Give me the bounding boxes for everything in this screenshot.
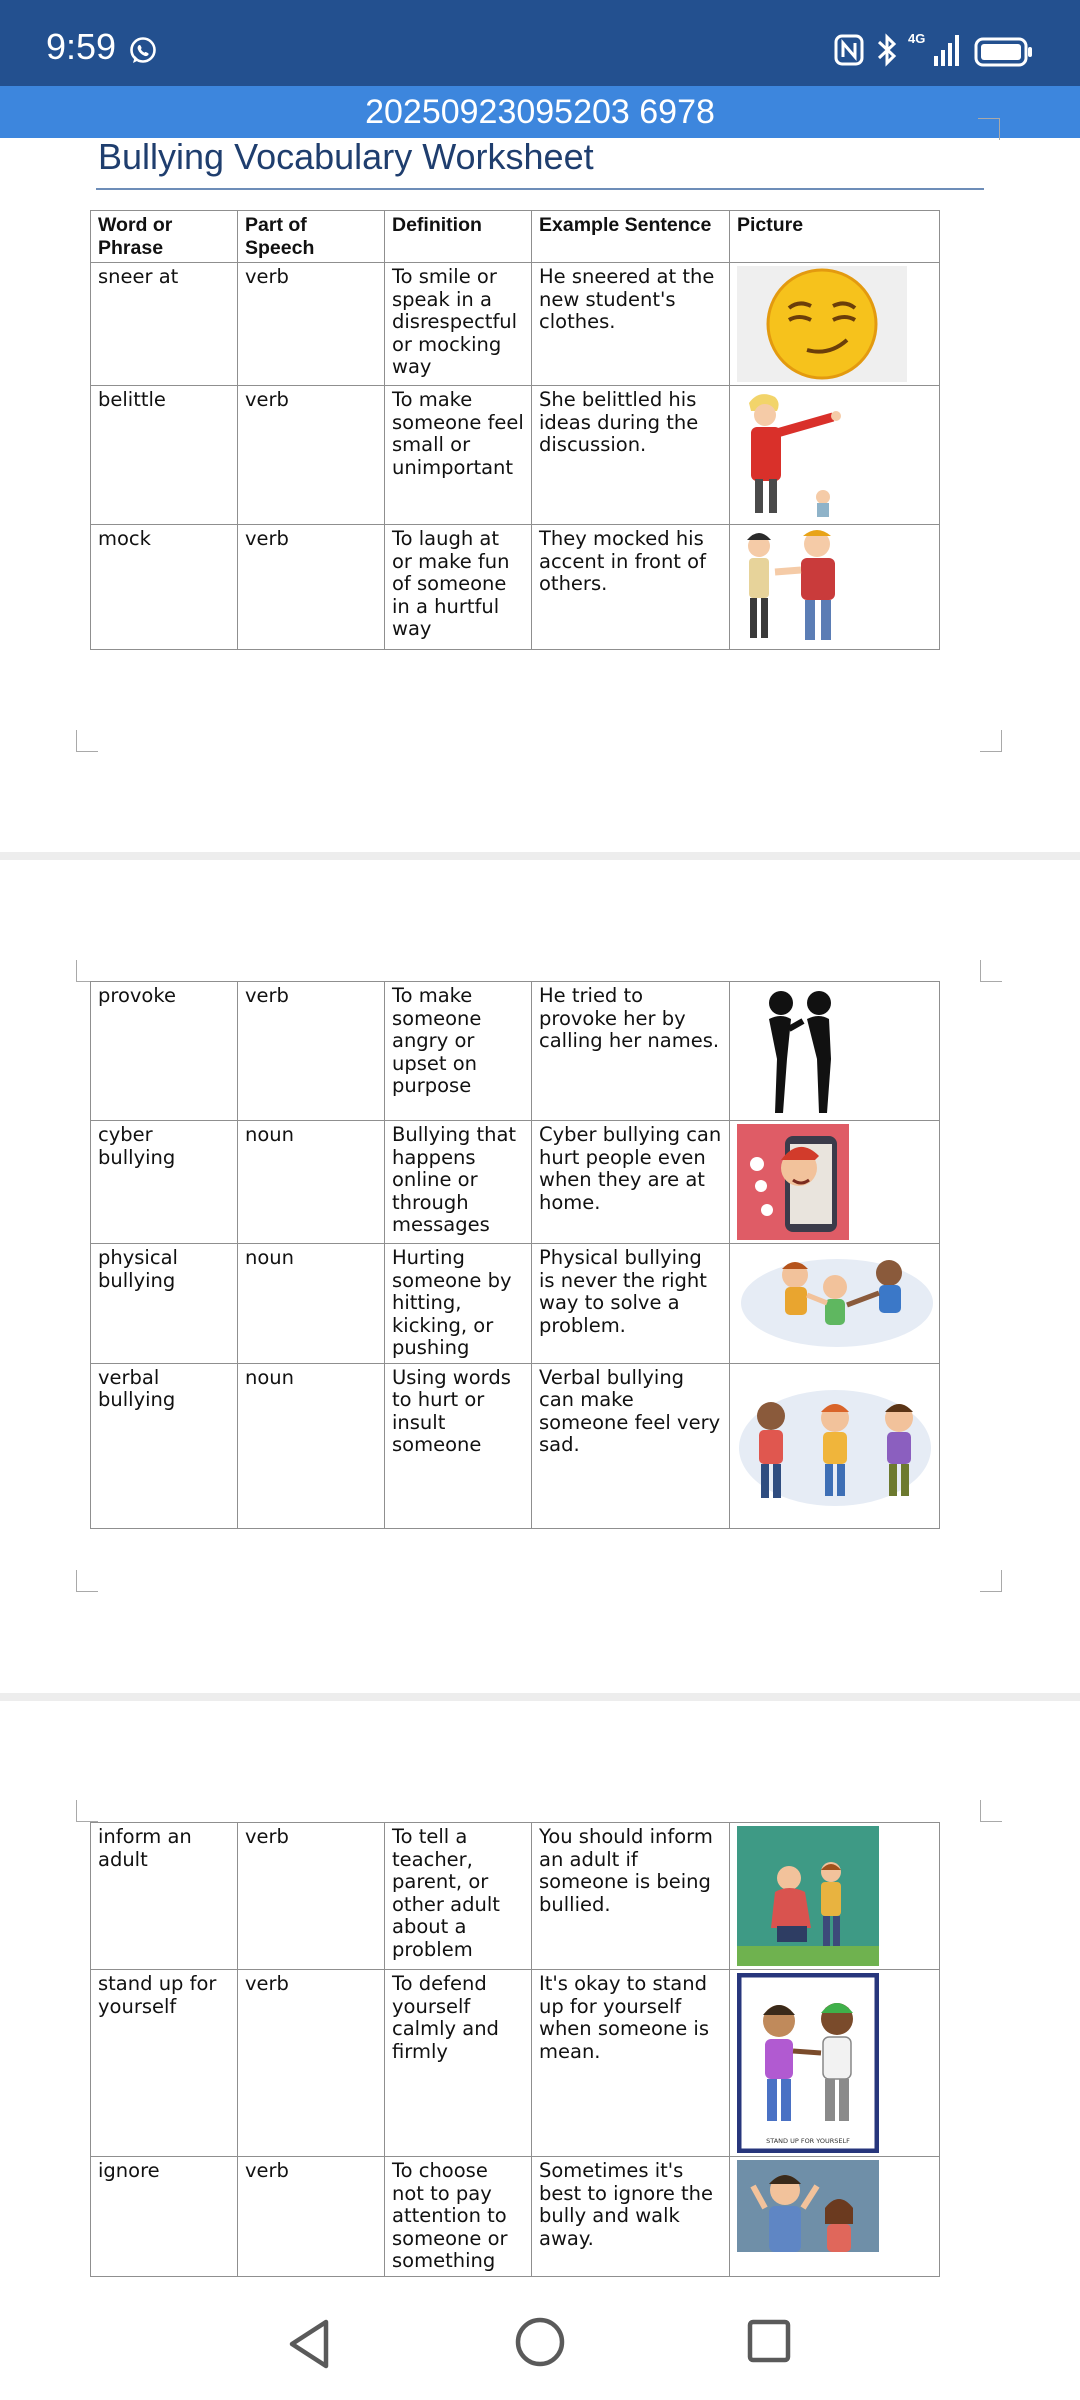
header-part-of-speech: Part of Speech bbox=[238, 211, 385, 263]
table-row bbox=[91, 1970, 940, 2157]
table-row bbox=[91, 1244, 940, 1364]
header-example-sentence: Example Sentence bbox=[532, 211, 730, 263]
cell-word: verbal bullying bbox=[91, 1363, 238, 1528]
cell-definition: To tell a teacher, parent, or other adult about a problem bbox=[385, 1823, 532, 1970]
cell-part-of-speech: verb bbox=[238, 1823, 385, 1970]
cell-picture bbox=[730, 1121, 940, 1244]
recent-apps-icon[interactable] bbox=[746, 2318, 792, 2364]
mock-image[interactable] bbox=[737, 528, 867, 646]
cell-word: inform an adult bbox=[91, 1823, 238, 1970]
stand-up-caption: STAND UP FOR YOURSELF bbox=[766, 2137, 850, 2145]
cell-picture bbox=[730, 1970, 940, 2157]
cell-picture bbox=[730, 982, 940, 1121]
nfc-icon bbox=[834, 34, 864, 66]
table-row bbox=[91, 263, 940, 386]
title-rule bbox=[96, 188, 984, 190]
document-filename-bar[interactable]: 20250923095203 6978 bbox=[0, 86, 1080, 138]
header-definition: Definition bbox=[385, 211, 532, 263]
cell-example: Sometimes it's best to ignore the bully and walk away. bbox=[532, 2157, 730, 2277]
cell-example: She belittled his ideas during the discussion. bbox=[532, 386, 730, 525]
stand-up-for-yourself-image[interactable] bbox=[737, 1973, 879, 2153]
whatsapp-icon bbox=[128, 36, 158, 66]
cell-word: belittle bbox=[91, 386, 238, 525]
page-margin-mark bbox=[76, 960, 98, 982]
cell-definition: Hurting someone by hitting, kicking, or pushing bbox=[385, 1244, 532, 1364]
cell-word: ignore bbox=[91, 2157, 238, 2277]
cell-example: They mocked his accent in front of others. bbox=[532, 525, 730, 650]
vocabulary-table-page-3 bbox=[90, 1822, 940, 2277]
cell-word: provoke bbox=[91, 982, 238, 1121]
cell-picture bbox=[730, 1244, 940, 1364]
page-margin-mark bbox=[76, 1800, 98, 1822]
provoke-image[interactable] bbox=[737, 985, 857, 1117]
page-separator bbox=[0, 1693, 1080, 1701]
cell-part-of-speech: verb bbox=[238, 2157, 385, 2277]
cell-part-of-speech: noun bbox=[238, 1121, 385, 1244]
vocabulary-table-page-1 bbox=[90, 210, 940, 650]
cell-picture bbox=[730, 386, 940, 525]
page-margin-mark bbox=[980, 730, 1002, 752]
cell-part-of-speech: verb bbox=[238, 525, 385, 650]
page-margin-mark bbox=[978, 118, 1000, 140]
cell-part-of-speech: verb bbox=[238, 982, 385, 1121]
table-row bbox=[91, 1363, 940, 1528]
cell-part-of-speech: verb bbox=[238, 263, 385, 386]
cell-part-of-speech: verb bbox=[238, 386, 385, 525]
page-margin-mark bbox=[76, 1570, 98, 1592]
cell-example: He sneered at the new student's clothes. bbox=[532, 263, 730, 386]
cell-example: It's okay to stand up for yourself when someone is mean. bbox=[532, 1970, 730, 2157]
page-separator bbox=[0, 852, 1080, 860]
cell-word: stand up for yourself bbox=[91, 1970, 238, 2157]
cell-example: Cyber bullying can hurt people even when they are at home. bbox=[532, 1121, 730, 1244]
table-row bbox=[91, 982, 940, 1121]
inform-an-adult-image[interactable] bbox=[737, 1826, 879, 1966]
cell-example: Verbal bullying can make someone feel very sad. bbox=[532, 1363, 730, 1528]
bluetooth-icon bbox=[874, 32, 900, 68]
cell-definition: Bullying that happens online or through messages bbox=[385, 1121, 532, 1244]
verbal-bullying-image[interactable] bbox=[737, 1386, 933, 1510]
cell-definition: To defend yourself calmly and firmly bbox=[385, 1970, 532, 2157]
cell-picture bbox=[730, 1363, 940, 1528]
header-picture: Picture bbox=[730, 211, 940, 263]
header-word: Word or Phrase bbox=[91, 211, 238, 263]
table-row bbox=[91, 525, 940, 650]
back-icon[interactable] bbox=[286, 2318, 332, 2370]
table-row bbox=[91, 1121, 940, 1244]
table-row bbox=[91, 386, 940, 525]
status-bar bbox=[0, 0, 1080, 86]
page-margin-mark bbox=[980, 960, 1002, 982]
page-margin-mark bbox=[980, 1800, 1002, 1822]
cell-word: cyber bullying bbox=[91, 1121, 238, 1244]
cell-definition: To laugh at or make fun of someone in a hurtful way bbox=[385, 525, 532, 650]
cyber-bullying-image[interactable] bbox=[737, 1124, 849, 1240]
physical-bullying-image[interactable] bbox=[737, 1247, 933, 1351]
table-row bbox=[91, 2157, 940, 2277]
cell-example: You should inform an adult if someone is being bullied. bbox=[532, 1823, 730, 1970]
battery-icon bbox=[974, 36, 1034, 68]
cell-word: physical bullying bbox=[91, 1244, 238, 1364]
smirking-face-image[interactable] bbox=[737, 266, 907, 382]
network-type-label: 4G bbox=[908, 31, 926, 46]
cell-definition: To make someone angry or upset on purpose bbox=[385, 982, 532, 1121]
vocabulary-table-page-2 bbox=[90, 981, 940, 1529]
cell-part-of-speech: noun bbox=[238, 1244, 385, 1364]
cell-definition: Using words to hurt or insult someone bbox=[385, 1363, 532, 1528]
cell-example: He tried to provoke her by calling her names. bbox=[532, 982, 730, 1121]
table-row bbox=[91, 1823, 940, 1970]
cell-picture bbox=[730, 2157, 940, 2277]
cell-picture bbox=[730, 1823, 940, 1970]
document-title: Bullying Vocabulary Worksheet bbox=[98, 136, 594, 177]
cell-picture bbox=[730, 263, 940, 386]
signal-icon bbox=[932, 32, 964, 68]
belittle-image[interactable] bbox=[737, 389, 857, 521]
cell-definition: To choose not to pay attention to someone or something bbox=[385, 2157, 532, 2277]
table-header-row bbox=[91, 211, 940, 263]
page-margin-mark bbox=[980, 1570, 1002, 1592]
cell-definition: To make someone feel small or unimportant bbox=[385, 386, 532, 525]
status-time: 9:59 bbox=[46, 26, 117, 67]
ignore-image[interactable] bbox=[737, 2160, 879, 2252]
cell-example: Physical bullying is never the right way to solve a problem. bbox=[532, 1244, 730, 1364]
cell-part-of-speech: noun bbox=[238, 1363, 385, 1528]
cell-word: sneer at bbox=[91, 263, 238, 386]
cell-definition: To smile or speak in a disrespectful or mocking way bbox=[385, 263, 532, 386]
home-icon[interactable] bbox=[514, 2316, 566, 2368]
cell-word: mock bbox=[91, 525, 238, 650]
page-margin-mark bbox=[76, 730, 98, 752]
cell-picture bbox=[730, 525, 940, 650]
cell-part-of-speech: verb bbox=[238, 1970, 385, 2157]
